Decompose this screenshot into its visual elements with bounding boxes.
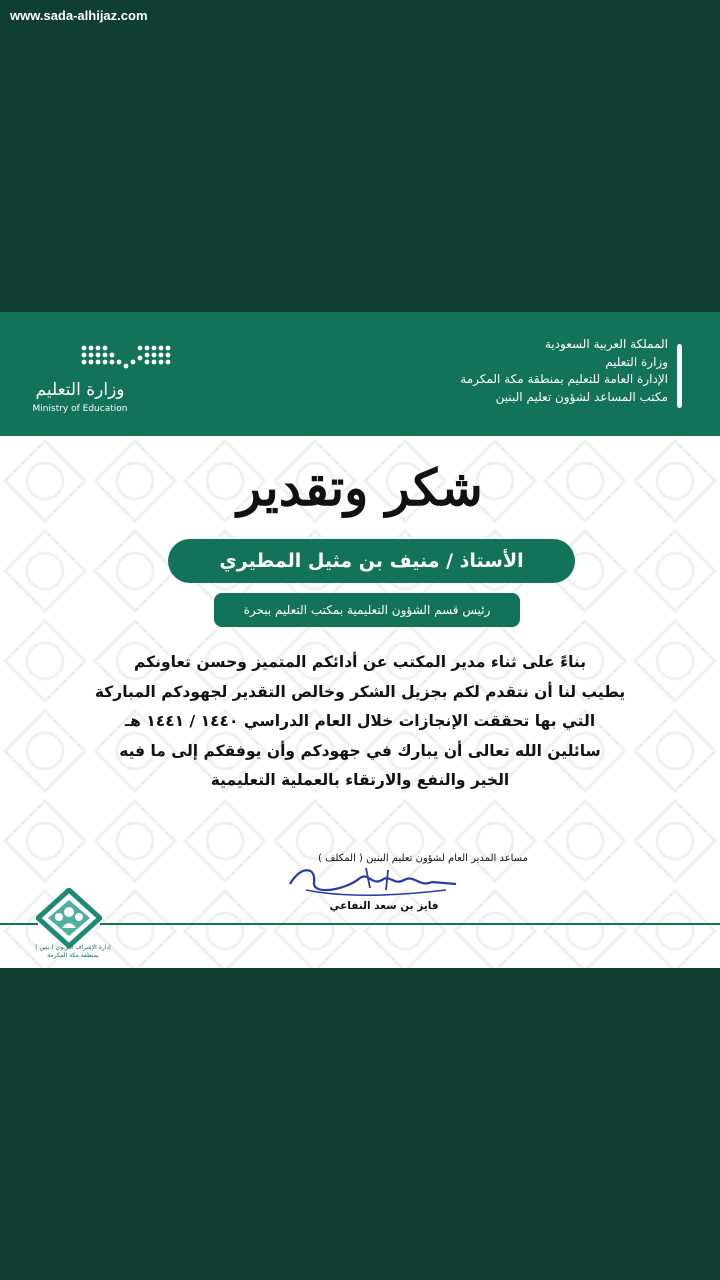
body-line: بناءً على ثناء مدير المكتب عن أدائكم المتميز وحسن تعاونكم [133, 653, 587, 671]
body-line: الخير والنفع والارتقاء بالعملية التعليمية [210, 771, 510, 789]
signatory-title: مساعد المدير العام لشؤون تعليم البنين ( المكلف ) [318, 853, 528, 864]
diamond-people-icon [36, 888, 102, 948]
certificate-title: شكر وتقدير [237, 458, 483, 517]
ministry-name-arabic: وزارة التعليم [35, 380, 125, 400]
certificate-body [40, 648, 680, 796]
ministry-name-english: Ministry of Education [32, 404, 128, 414]
footer-divider [100, 923, 720, 925]
header-line-office: مكتب المساعد لشؤون تعليم البنين [495, 389, 668, 404]
body-line: يطيب لنا أن نتقدم لكم بجزيل الشكر وخالص التقدير لجهودكم المباركة [94, 682, 626, 701]
handwritten-signature [286, 860, 462, 900]
certificate [0, 312, 720, 968]
certificate-header [0, 312, 720, 436]
header-line-directorate: الإدارة العامة للتعليم بمنطقة مكة المكرمة [460, 372, 668, 386]
watermark: www.sada-alhijaz.com [10, 8, 148, 23]
recipient-name: الأستاذ / منيف بن مثيل المطيري [168, 539, 575, 583]
body-line: التي بها تحققت الإنجازات خلال العام الدراسي ١٤٤٠ / ١٤٤١ هـ [124, 712, 596, 730]
header-text-block [308, 336, 668, 406]
supervision-logo-text: إدارة الإشراف التربوي ( بنين ) بمنطقة مكة المكرمة [35, 944, 111, 959]
footer-divider-left [0, 923, 38, 925]
header-divider-bar [677, 344, 682, 408]
recipient-position: رئيس قسم الشؤون التعليمية بمكتب التعليم ببحرة [214, 593, 520, 627]
body-line: سائلين الله تعالى أن يبارك في جهودكم وأن يوفقكم إلى ما فيه [119, 741, 601, 760]
header-line-ministry: وزارة التعليم [605, 354, 668, 369]
header-line-country: المملكة العربية السعودية [544, 337, 668, 351]
ministry-logo [30, 344, 180, 424]
dots-logo-icon [80, 344, 176, 374]
signatory-name: فايز بن سعد النفاعي [329, 900, 439, 912]
